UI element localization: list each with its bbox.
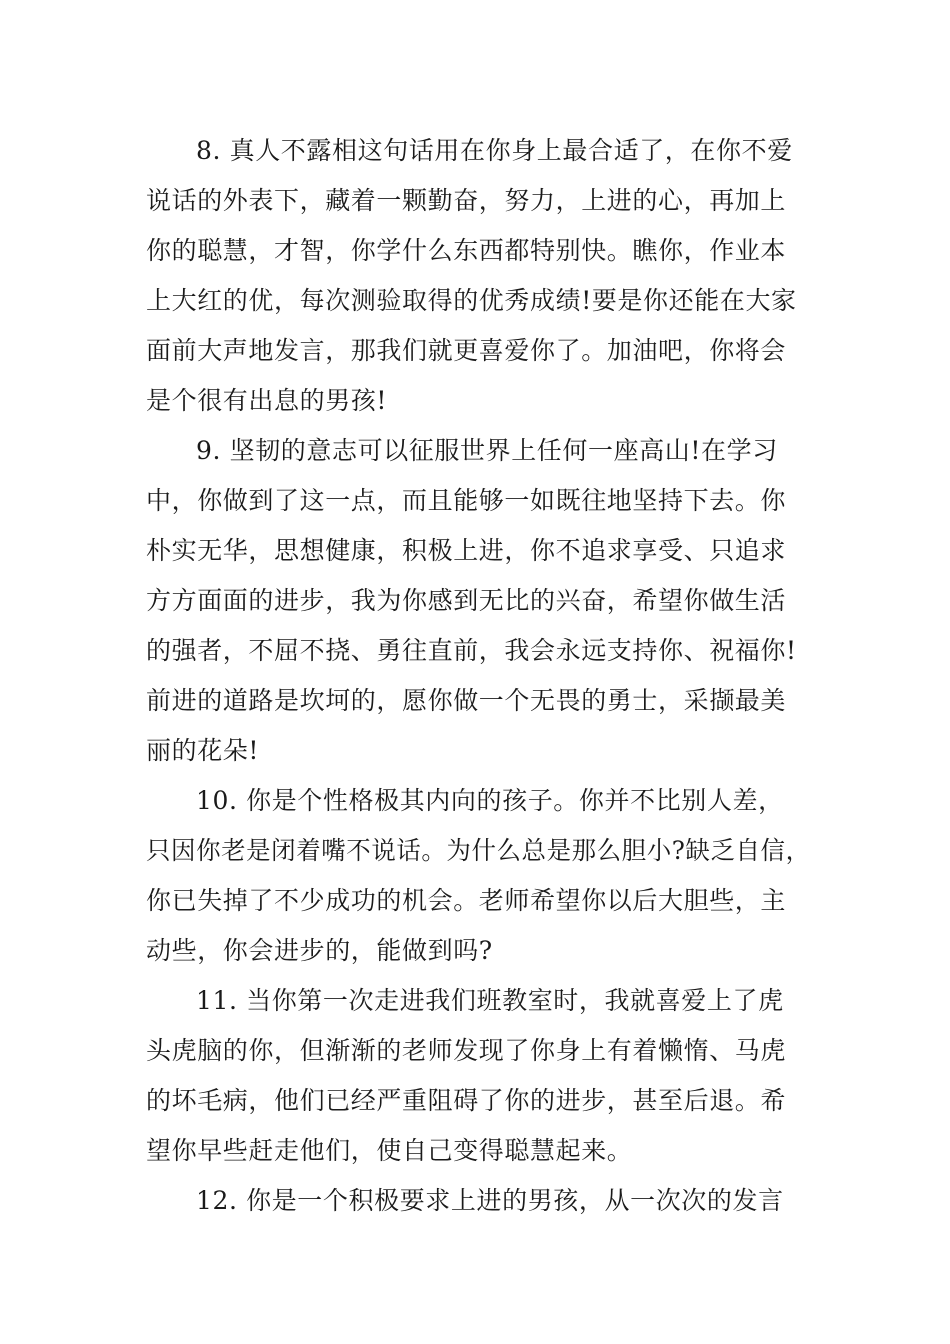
text-line-14: 10. 你是个性格极其内向的孩子。你并不比别人差， — [196, 786, 784, 815]
text-line-1: 8. 真人不露相这句话用在你身上最合适了，在你不爱 — [196, 136, 793, 165]
text-line-11: 的强者，不屈不挠、勇往直前，我会永远支持你、祝福你! — [146, 636, 797, 665]
text-line-2: 说话的外表下，藏着一颗勤奋，努力，上进的心，再加上 — [146, 186, 787, 215]
text-line-20: 的坏毛病，他们已经严重阻碍了你的进步，甚至后退。希 — [146, 1086, 787, 1115]
text-line-6: 是个很有出息的男孩! — [146, 386, 388, 415]
text-line-3: 你的聪慧，才智，你学什么东西都特别快。瞧你，作业本 — [146, 236, 787, 265]
text-line-9: 朴实无华，思想健康，积极上进，你不追求享受、只追求 — [146, 536, 787, 565]
text-line-12: 前进的道路是坎坷的，愿你做一个无畏的勇士，采撷最美 — [146, 686, 787, 715]
text-line-22: 12. 你是一个积极要求上进的男孩，从一次次的发言 — [196, 1186, 784, 1215]
text-line-13: 丽的花朵! — [146, 736, 260, 765]
text-line-19: 头虎脑的你，但渐渐的老师发现了你身上有着懒惰、马虎 — [146, 1036, 787, 1065]
text-line-17: 动些，你会进步的，能做到吗? — [146, 936, 493, 965]
text-line-5: 面前大声地发言，那我们就更喜爱你了。加油吧，你将会 — [146, 336, 787, 365]
text-line-8: 中，你做到了这一点，而且能够一如既往地坚持下去。你 — [146, 486, 787, 515]
text-line-7: 9. 坚韧的意志可以征服世界上任何一座高山!在学习 — [196, 436, 778, 465]
text-line-16: 你已失掉了不少成功的机会。老师希望你以后大胆些，主 — [146, 886, 787, 915]
text-line-10: 方方面面的进步，我为你感到无比的兴奋，希望你做生活 — [146, 586, 787, 615]
text-line-4: 上大红的优，每次测验取得的优秀成绩!要是你还能在大家 — [146, 286, 797, 315]
text-line-21: 望你早些赶走他们，使自己变得聪慧起来。 — [146, 1136, 633, 1165]
text-line-15: 只因你老是闭着嘴不说话。为什么总是那么胆小?缺乏自信， — [146, 836, 811, 865]
text-line-18: 11. 当你第一次走进我们班教室时，我就喜爱上了虎 — [196, 986, 784, 1015]
